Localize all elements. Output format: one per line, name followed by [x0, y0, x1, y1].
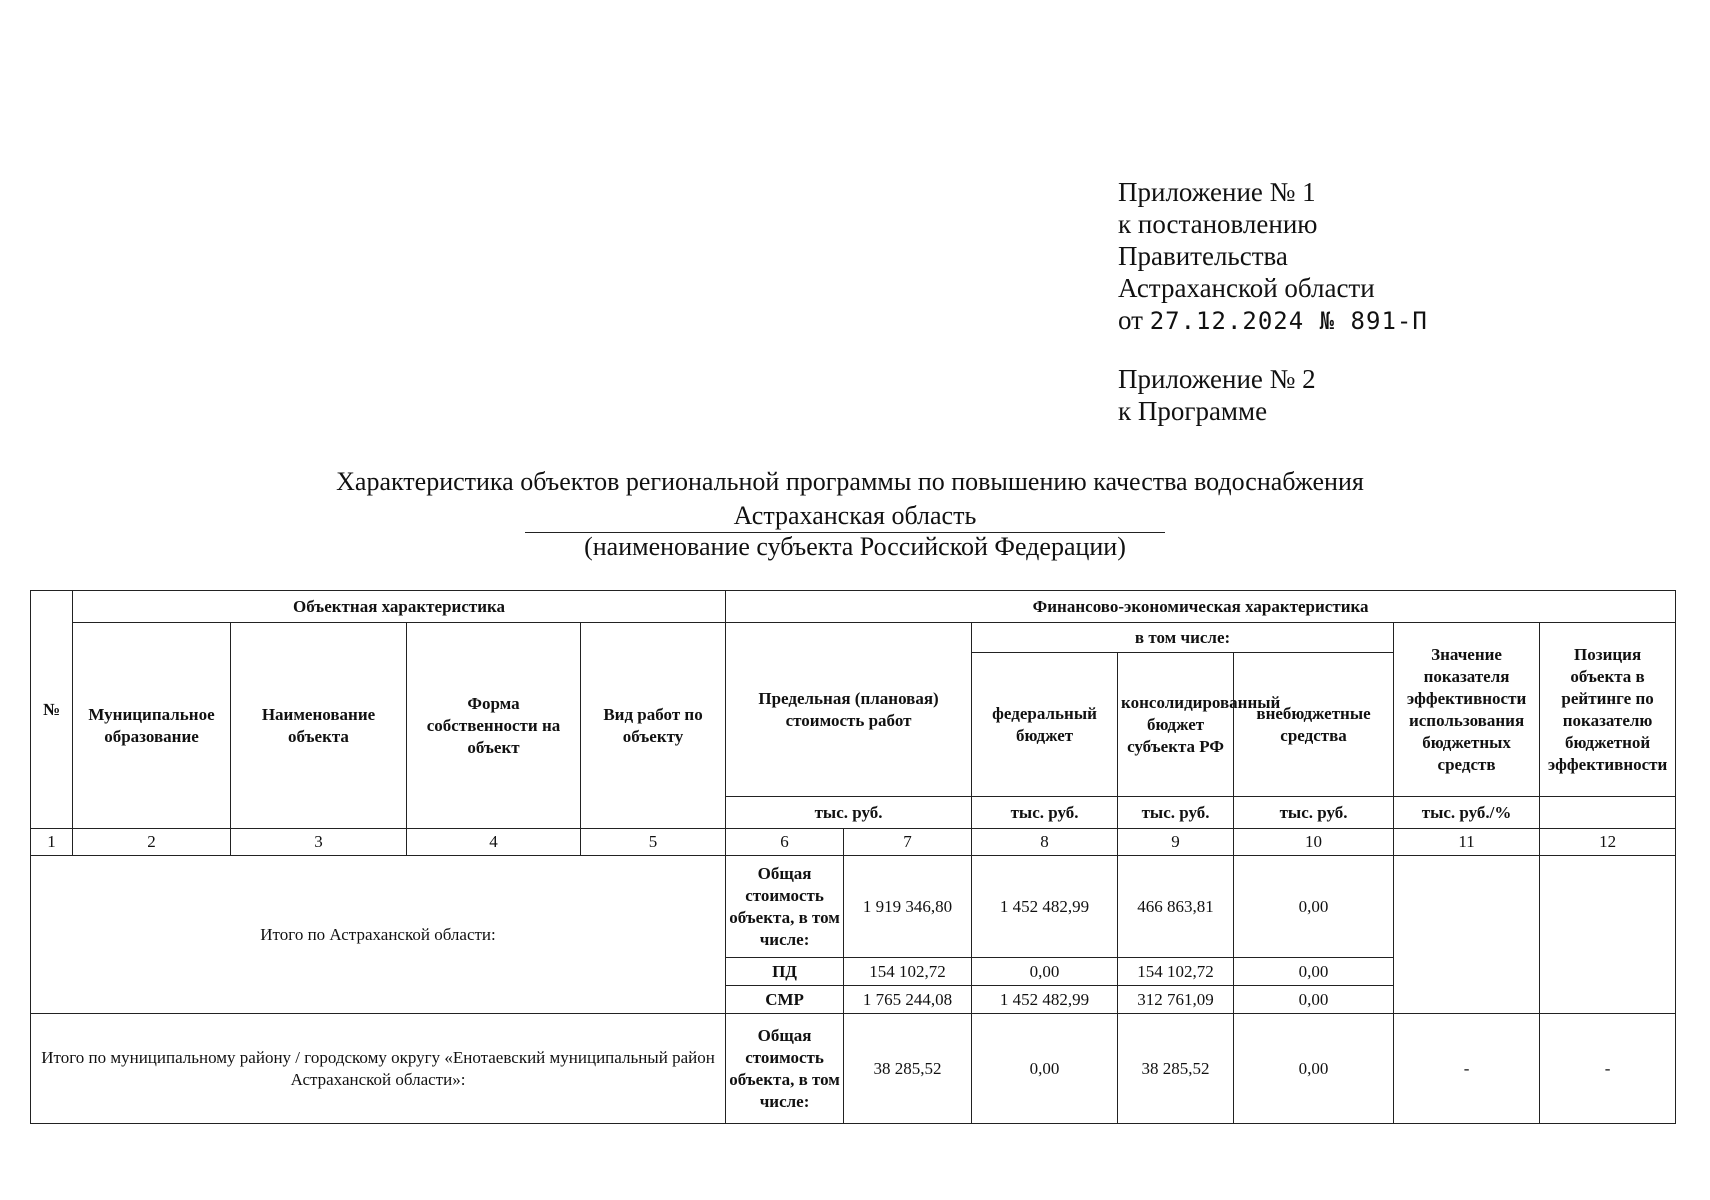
column-number: 12 — [1540, 829, 1676, 856]
objects-table — [30, 590, 1676, 1124]
cost-type-label: Общая стоимость объекта, в том числе: — [726, 1014, 844, 1124]
rating-empty — [1540, 856, 1676, 1014]
header-finance-group: Финансово-экономическая характеристика — [726, 591, 1676, 623]
value-federal: 0,00 — [972, 1014, 1118, 1124]
unit-cell: тыс. руб. — [1234, 797, 1394, 829]
unit-cell: тыс. руб./% — [1394, 797, 1540, 829]
unit-cell: тыс. руб. — [726, 797, 972, 829]
header-extrabudget: внебюджетные средства — [1234, 653, 1394, 797]
annex-line: Приложение № 2 — [1118, 364, 1316, 394]
header-indicator: Значение показателя эффективности использования бюджетных средств — [1394, 623, 1540, 797]
value-federal: 0,00 — [972, 958, 1118, 986]
value-federal: 1 452 482,99 — [972, 856, 1118, 958]
resolution-date-number: 27.12.2024 № 891-П — [1149, 307, 1428, 335]
header-work-type: Вид работ по объекту — [581, 623, 726, 829]
value-rating: - — [1540, 1014, 1676, 1124]
annex-line: Приложение № 1 — [1118, 177, 1316, 207]
value-consolidated: 154 102,72 — [1118, 958, 1234, 986]
header-object-name: Наименование объекта — [231, 623, 407, 829]
header-object-group: Объектная характеристика — [73, 591, 726, 623]
value-consolidated: 312 761,09 — [1118, 986, 1234, 1014]
value-extrabudget: 0,00 — [1234, 1014, 1394, 1124]
unit-cell: тыс. руб. — [972, 797, 1118, 829]
column-number: 10 — [1234, 829, 1394, 856]
annex-line: Астраханской области — [1118, 273, 1375, 303]
column-number: 6 — [726, 829, 844, 856]
annex-block — [1118, 176, 1428, 427]
annex-line: Правительства — [1118, 241, 1288, 271]
document-title: Характеристика объектов региональной программы по повышению качества водоснабжения — [336, 467, 1364, 496]
unit-cell: тыс. руб. — [1118, 797, 1234, 829]
cost-type-label: Общая стоимость объекта, в том числе: — [726, 856, 844, 958]
annex-date-line — [1118, 304, 1428, 337]
annex-line: к Программе — [1118, 396, 1268, 426]
value-federal: 1 452 482,99 — [972, 986, 1118, 1014]
column-number: 5 — [581, 829, 726, 856]
column-number: 4 — [407, 829, 581, 856]
subject-caption: (наименование субъекта Российской Федерации) — [584, 532, 1126, 561]
column-number: 2 — [73, 829, 231, 856]
cost-type-label: ПД — [726, 958, 844, 986]
value-extrabudget: 0,00 — [1234, 958, 1394, 986]
header-ownership: Форма собственности на объект — [407, 623, 581, 829]
value-consolidated: 38 285,52 — [1118, 1014, 1234, 1124]
value-consolidated: 466 863,81 — [1118, 856, 1234, 958]
column-number: 1 — [31, 829, 73, 856]
value-indicator: - — [1394, 1014, 1540, 1124]
district-total-label: Итого по муниципальному району / городскому округу «Енотаевский муниципальный район Астраханской области»: — [31, 1014, 726, 1124]
header-limit-cost: Предельная (плановая) стоимость работ — [726, 623, 972, 797]
header-rating: Позиция объекта в рейтинге по показателю бюджетной эффективности — [1540, 623, 1676, 797]
value-extrabudget: 0,00 — [1234, 856, 1394, 958]
region-total-label: Итого по Астраханской области: — [31, 856, 726, 1014]
date-prefix: от — [1118, 305, 1143, 335]
header-including: в том числе: — [972, 623, 1394, 653]
header-municipality: Муниципальное образование — [73, 623, 231, 829]
column-number: 9 — [1118, 829, 1234, 856]
value-total: 1 919 346,80 — [844, 856, 972, 958]
value-total: 38 285,52 — [844, 1014, 972, 1124]
unit-cell-empty — [1540, 797, 1676, 829]
value-total: 1 765 244,08 — [844, 986, 972, 1014]
cost-type-label: СМР — [726, 986, 844, 1014]
subject-name: Астраханская область — [733, 501, 977, 530]
column-number: 8 — [972, 829, 1118, 856]
indicator-empty — [1394, 856, 1540, 1014]
column-number: 3 — [231, 829, 407, 856]
value-total: 154 102,72 — [844, 958, 972, 986]
annex-line: к постановлению — [1118, 209, 1318, 239]
column-number: 7 — [844, 829, 972, 856]
header-no: № — [31, 591, 73, 829]
value-extrabudget: 0,00 — [1234, 986, 1394, 1014]
column-number: 11 — [1394, 829, 1540, 856]
header-federal: федеральный бюджет — [972, 653, 1118, 797]
header-consolidated: консолидированный бюджет субъекта РФ — [1118, 653, 1234, 797]
